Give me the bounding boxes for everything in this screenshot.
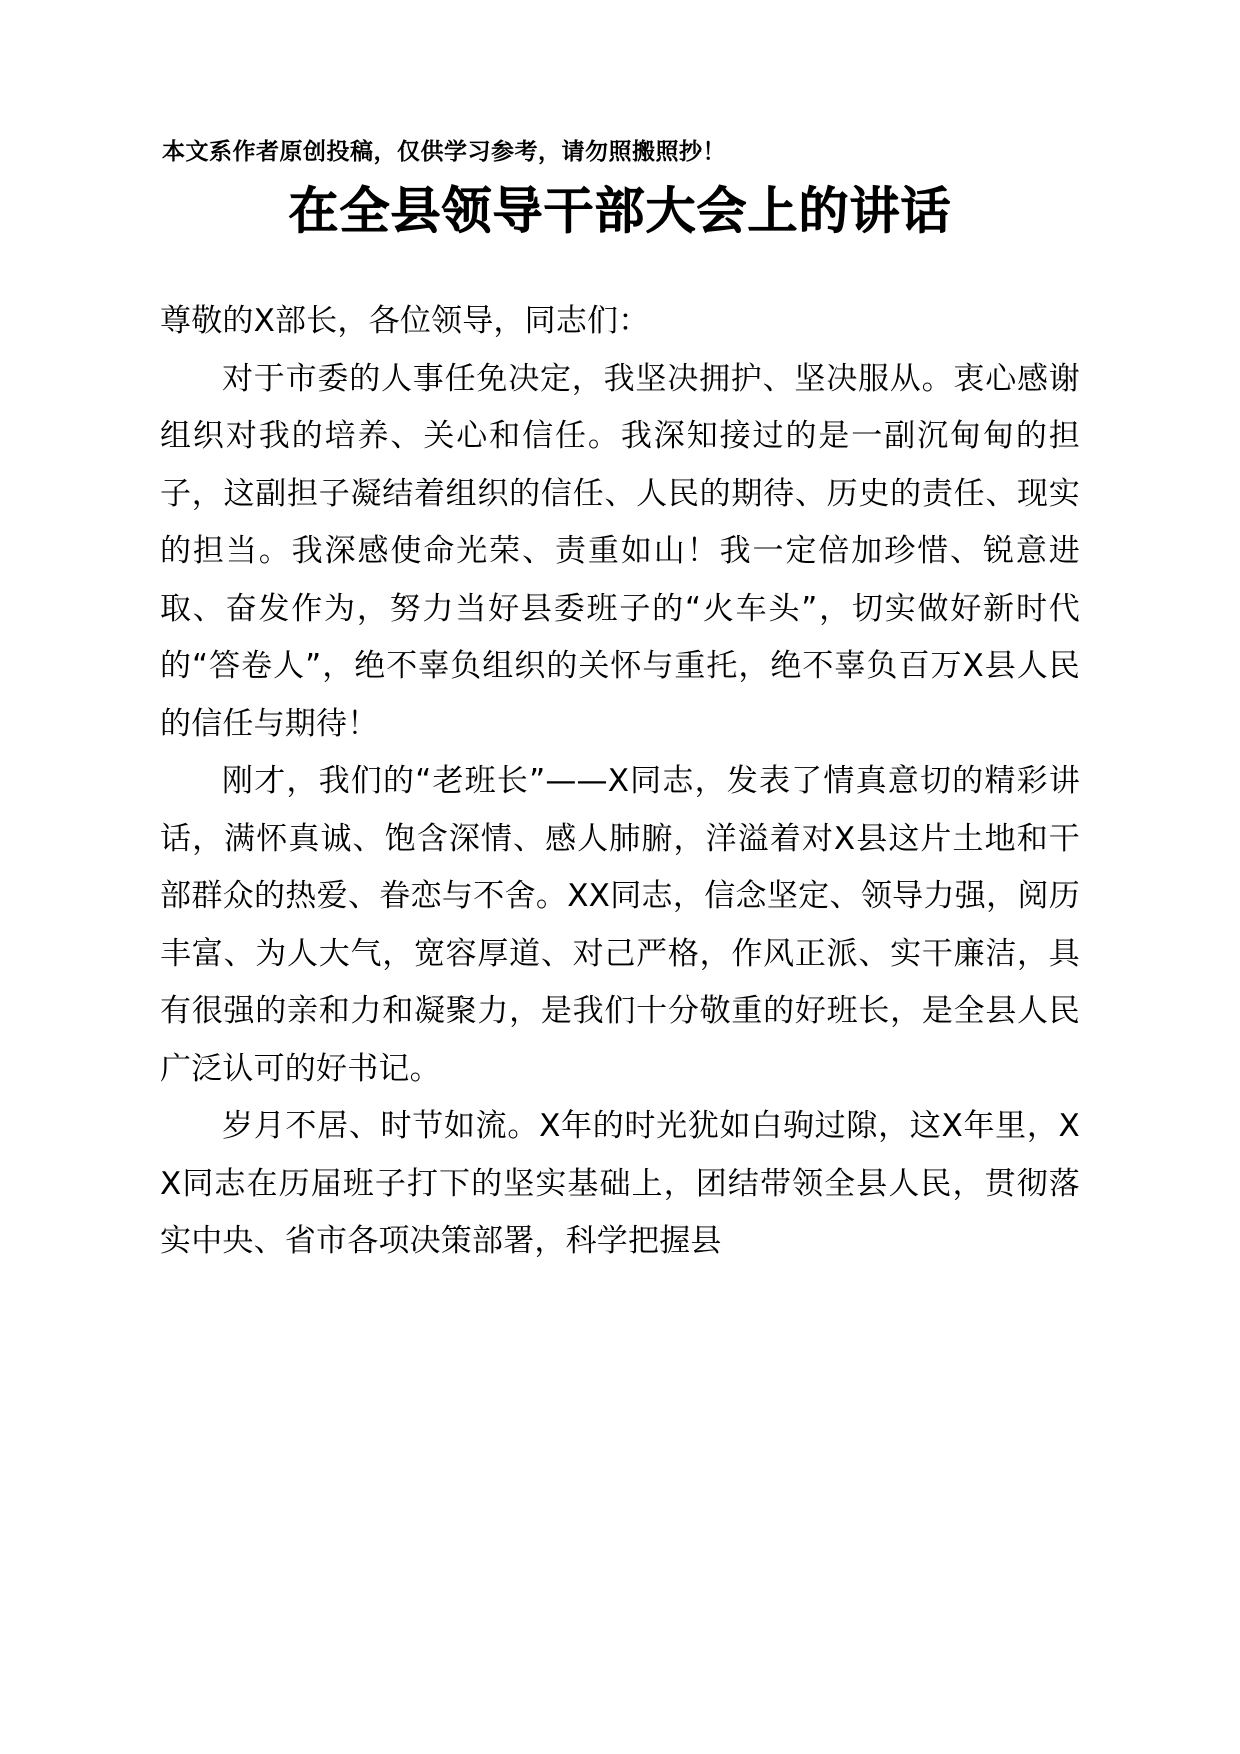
document-body (160, 293, 1080, 1271)
body-paragraph: 岁月不居、时节如流。X年的时光犹如白驹过隙，这X年里，XX同志在历届班子打下的坚实基础上，团结带领全县人民，贯彻落实中央、省市各项决策部署，科学把握县 (160, 1108, 1080, 1259)
body-paragraph: 对于市委的人事任免决定，我坚决拥护、坚决服从。衷心感谢组织对我的培养、关心和信任。我深知接过的是一副沉甸甸的担子，这副担子凝结着组织的信任、人民的期待、历史的责任、现实的担当。我深感使命光荣、责重如山！我一定倍加珍惜、锐意进取、奋发作为，努力当好县委班子的“火车头”，切实做好新时代的“答卷人”，绝不辜负组织的关怀与重托，绝不辜负百万X县人民的信任与期待！ (160, 360, 1080, 742)
salutation: 尊敬的X部长，各位领导，同志们： (160, 303, 650, 339)
copyright-notice: 本文系作者原创投稿，仅供学习参考，请勿照搬照抄！ (162, 139, 726, 165)
page-content (160, 0, 1080, 1271)
body-paragraph: 刚才，我们的“老班长”——X同志，发表了情真意切的精彩讲话，满怀真诚、饱含深情、感人肺腑，洋溢着对X县这片土地和干部群众的热爱、眷恋与不舍。XX同志，信念坚定、领导力强，阅历丰富、为人大气，宽容厚道、对己严格，作风正派、实干廉洁，具有很强的亲和力和凝聚力，是我们十分敬重的好班长，是全县人民广泛认可的好书记。 (160, 763, 1080, 1087)
page-title: 在全县领导干部大会上的讲话 (288, 182, 952, 240)
